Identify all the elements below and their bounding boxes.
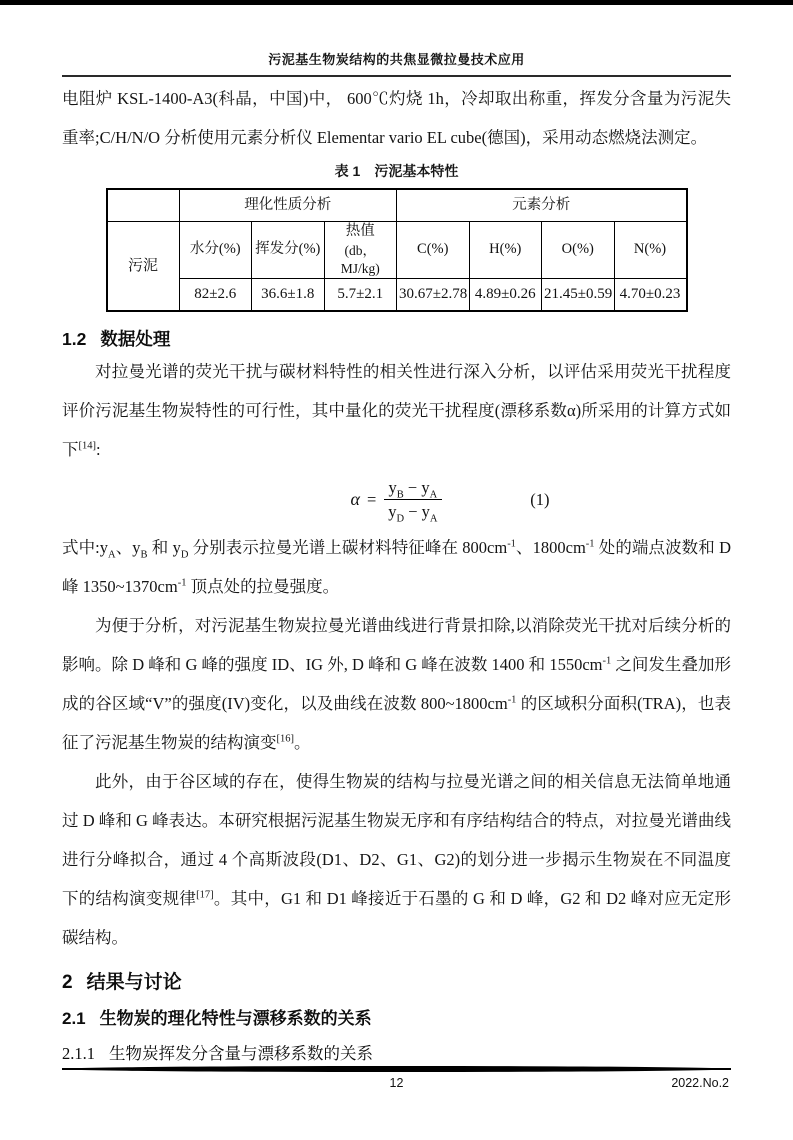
heating-value-unit: (db，MJ/kg) [340, 242, 380, 276]
table-row [107, 279, 687, 312]
page-number: 12 [389, 1076, 404, 1090]
section-title: 数据处理 [100, 329, 171, 349]
section-title: 生物炭挥发分含量与漂移系数的关系 [109, 1044, 373, 1063]
fraction [383, 477, 442, 525]
section-number: 2.1 [62, 1009, 86, 1028]
alpha-symbol: α [350, 489, 360, 509]
running-title: 污泥基生物炭结构的共焦显微拉曼技术应用 [268, 52, 525, 67]
section-heading-2-1 [62, 1006, 731, 1032]
paragraph-formula-notation: 式中$:y_A$、$y_B$ 和 $y_D$ 分别表示拉曼光谱上碳材料特征峰在 $800cm^{-1}$、$1800cm^{-1}$ 处的端点波数和 D 峰 $1350\sim 1370cm^{-1}$ 顶点处的拉曼强度。 [62, 538, 731, 596]
value-nitrogen: 4.70±0.23 [614, 279, 687, 312]
section-heading-2 [62, 969, 731, 997]
equation-1 [62, 477, 731, 525]
paragraph-pretreatment-method: 电阻炉 KSL-1400-A3(科晶，中国)中， 600℃灼烧 1h，冷却取出称重，挥发分含量为污泥失重率;C/H/N/O 分析使用元素分析仪 Elementar vario EL cube(德国)，采用动态燃烧法测定。 [62, 89, 731, 147]
value-carbon: 30.67±2.78 [397, 279, 470, 312]
section-number: 1.2 [62, 329, 87, 349]
table-row [107, 189, 687, 222]
page-header [62, 5, 731, 77]
row-label-sludge: 污泥 [107, 222, 180, 312]
heating-value-label: 热值 [345, 223, 375, 239]
issue-label: 2022.No.2 [671, 1076, 729, 1090]
col-header-carbon: C(%) [397, 222, 470, 279]
section-title: 结果与讨论 [86, 972, 182, 993]
paragraph-background-subtraction: 为便于分析，对污泥基生物炭拉曼光谱曲线进行背景扣除,以消除荧光干扰对后续分析的影响。除 D 峰和 G 峰的强度 ID、IG 外, D 峰和 G 峰在波数 1400 和 $1550cm^{-1}$ 之间发生叠加形成的谷区域“V”的强度(IV)变化，以及曲线在波数 $800\sim 1800cm^{-1}$ 的区域积分面积(TRA)，也表征了污泥基生物炭的结构演变[16]。 [62, 616, 731, 752]
section-number: 2.1.1 [62, 1044, 95, 1063]
equals-sign: = [366, 489, 377, 509]
footer-rule [62, 1066, 731, 1072]
table-caption: 表 1 污泥基本特性 [334, 163, 459, 179]
value-heating: 5.7±2.1 [324, 279, 397, 312]
col-header-heating-value [324, 222, 397, 279]
value-hydrogen: 4.89±0.26 [469, 279, 542, 312]
section-heading-1-2 [62, 326, 731, 352]
value-volatile: 36.6±1.8 [252, 279, 325, 312]
page-body [62, 77, 731, 1066]
fraction-denominator: $y_D - y_A$ [388, 502, 438, 525]
sludge-basic-properties-table [106, 188, 688, 312]
col-header-volatile: 挥发分(%) [252, 222, 325, 279]
paragraph-peak-fitting: 此外，由于谷区域的存在，使得生物炭的结构与拉曼光谱之间的相关信息无法简单地通过 D 峰和 G 峰表达。本研究根据污泥基生物炭无序和有序结构结合的特点，对拉曼光谱曲线进行分峰拟合，通过 4 个高斯波段(D1、D2、G1、G2)的划分进一步揭示生物炭在不同温度下的结构演变规律[17]。其中，G1 和 D1 峰接近于石墨的 G 和 D 峰，G2 和 D2 峰对应无定形碳结构。 [62, 772, 732, 947]
col-header-moisture: 水分(%) [179, 222, 252, 279]
col-header-oxygen: O(%) [542, 222, 615, 279]
drift-coefficient-formula [350, 477, 442, 525]
group-header-physicochemical: 理化性质分析 [179, 189, 397, 222]
value-oxygen: 21.45±0.59 [542, 279, 615, 312]
section-heading-2-1-1 [62, 1041, 731, 1066]
footer-row [62, 1076, 731, 1094]
page-footer [62, 1066, 731, 1140]
col-header-hydrogen: H(%) [469, 222, 542, 279]
equation-number: (1) [530, 489, 550, 509]
value-moisture: 82±2.6 [179, 279, 252, 312]
group-header-elemental: 元素分析 [397, 189, 687, 222]
fraction-numerator: $y_B - y_A$ [384, 477, 443, 500]
empty-corner-cell [107, 189, 180, 222]
table-row [107, 222, 687, 279]
section-title: 生物炭的理化特性与漂移系数的关系 [99, 1009, 372, 1028]
col-header-nitrogen: N(%) [614, 222, 687, 279]
section-number: 2 [62, 972, 73, 993]
paragraph-data-processing: 对拉曼光谱的荧光干扰与碳材料特性的相关性进行深入分析，以评估采用荧光干扰程度评价污泥基生物炭特性的可行性，其中量化的荧光干扰程度(漂移系数α)所采用的计算方式如下[14]: [62, 362, 731, 459]
